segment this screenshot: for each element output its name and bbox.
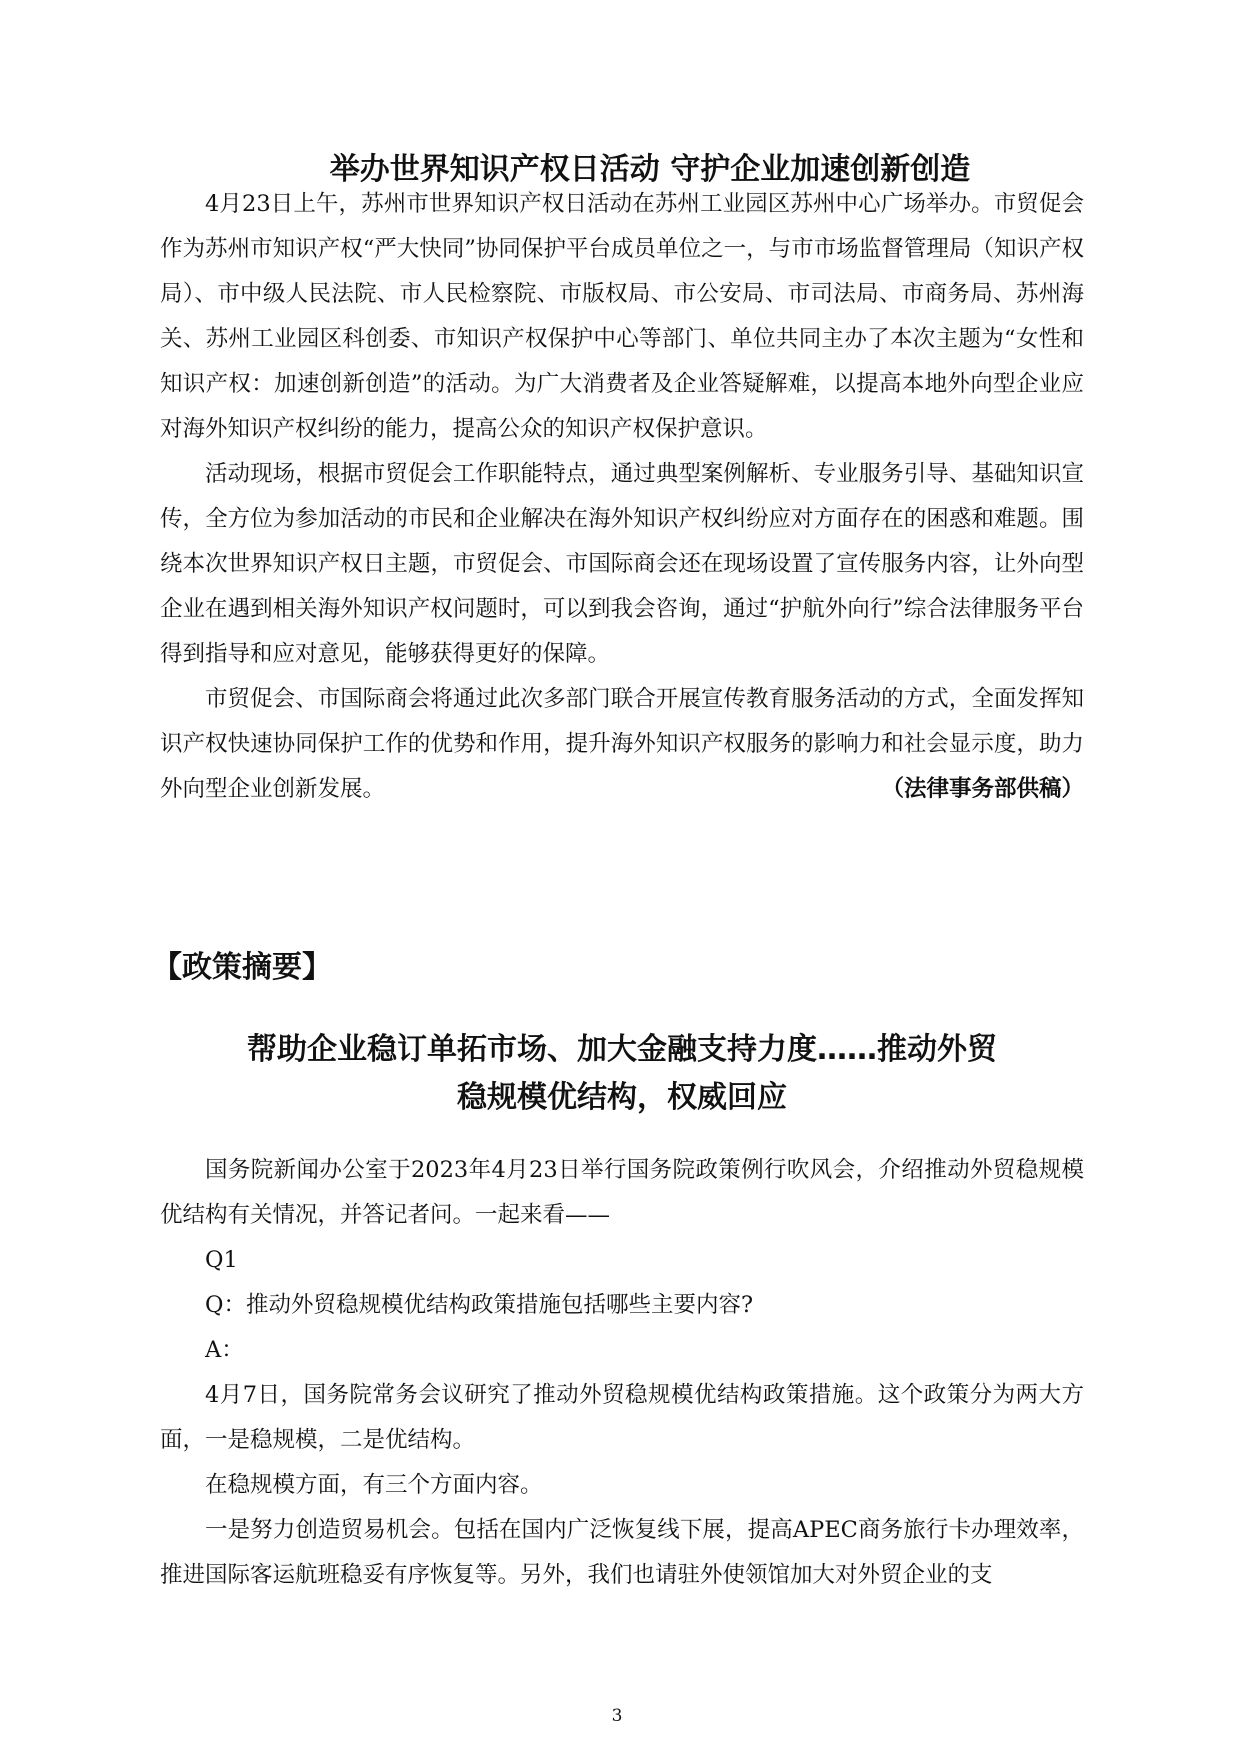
section-header: 【政策摘要】 xyxy=(152,950,332,985)
policy-paragraph-3: 一是努力创造贸易机会。包括在国内广泛恢复线下展，提高APEC商务旅行卡办理效率，推进国际客运航班稳妥有序恢复等。另外，我们也请驻外使领馆加大对外贸企业的支 xyxy=(160,1517,1084,1588)
policy-title xyxy=(160,1026,1084,1122)
question-text: Q：推动外贸稳规模优结构政策措施包括哪些主要内容? xyxy=(205,1292,754,1318)
article-paragraph-3: 市贸促会、市国际商会将通过此次多部门联合开展宣传教育服务活动的方式，全面发挥知识产权快速协同保护工作的优势和作用，提升海外知识产权服务的影响力和社会显示度，助力外向型企业创新发展。 xyxy=(160,686,1084,802)
policy-title-line-1: 帮助企业稳订单拓市场、加大金融支持力度……推动外贸 xyxy=(247,1032,997,1067)
article-paragraph-1: 4月23日上午，苏州市世界知识产权日活动在苏州工业园区苏州中心广场举办。市贸促会作为苏州市知识产权“严大快同”协同保护平台成员单位之一，与市市场监督管理局（知识产权局）、市中级人民法院、市人民检察院、市版权局、市公安局、市司法局、市商务局、苏州海关、苏州工业园区科创委、市知识产权保护中心等部门、单位共同主办了本次主题为“女性和知识产权：加速创新创造”的活动。为广大消费者及企业答疑解难，以提高本地外向型企业应对海外知识产权纠纷的能力，提高公众的知识产权保护意识。 xyxy=(160,191,1084,442)
page-number: 3 xyxy=(611,1706,623,1726)
article-paragraph-2: 活动现场，根据市贸促会工作职能特点，通过典型案例解析、专业服务引导、基础知识宣传，全方位为参加活动的市民和企业解决在海外知识产权纠纷应对方面存在的困惑和难题。围绕本次世界知识产权日主题，市贸促会、市国际商会还在现场设置了宣传服务内容，让外向型企业在遇到相关海外知识产权问题时，可以到我会咨询，通过“护航外向行”综合法律服务平台得到指导和应对意见，能够获得更好的保障。 xyxy=(160,461,1084,667)
policy-title-line-2: 稳规模优结构，权威回应 xyxy=(457,1080,787,1115)
answer-label: A： xyxy=(205,1337,244,1363)
question-number: Q1 xyxy=(205,1247,238,1273)
policy-body xyxy=(160,1148,1084,1598)
policy-paragraph-2: 在稳规模方面，有三个方面内容。 xyxy=(205,1472,543,1498)
article-credit: （法律事务部供稿） xyxy=(881,776,1084,802)
article-title: 举办世界知识产权日活动 守护企业加速创新创造 xyxy=(329,152,971,187)
policy-paragraph-1: 4月7日，国务院常务会议研究了推动外贸稳规模优结构政策措施。这个政策分为两大方面，一是稳规模，二是优结构。 xyxy=(160,1382,1084,1453)
article-body xyxy=(160,182,1084,812)
policy-paragraph-intro: 国务院新闻办公室于2023年4月23日举行国务院政策例行吹风会，介绍推动外贸稳规模优结构有关情况，并答记者问。一起来看—— xyxy=(160,1157,1084,1228)
